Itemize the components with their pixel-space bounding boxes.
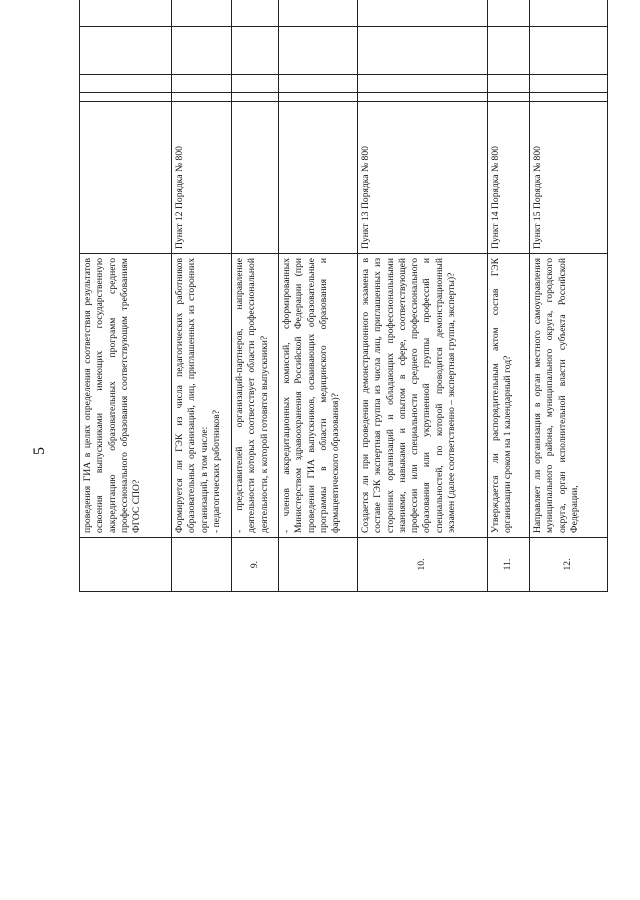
question-text: Формируется ли ГЭК из числа педагогических работников образовательных организаций, лиц, приглашенных из сторонних организаций, в том числе: (174, 258, 210, 533)
answer-cell (80, 0, 171, 27)
question-text: Утверждается ли распорядительным актом состав ГЭК организации сроком на 1 календарный год? (490, 258, 514, 533)
row-number: 10. (358, 538, 487, 592)
page-number: 5 (31, 447, 48, 455)
question-text: Направляет ли организация в орган местного самоуправления муниципального района, муниципального округа, городского округа, орган исполнительной власти субъекта Российской Федерации, (532, 258, 580, 533)
table-row (232, 0, 279, 592)
answer-cell (488, 0, 529, 27)
answer-cell (488, 75, 529, 93)
answer-cell (172, 27, 231, 75)
answer-cell (488, 27, 529, 75)
answer-cell (80, 93, 171, 102)
question-text: - представителей организаций-партнеров, направление деятельности которых соответствует области профессиональной деятельности, к которой готовятся выпускники? (234, 258, 270, 533)
question-cell (279, 254, 357, 538)
answer-cell (488, 93, 529, 102)
answer-cell (530, 93, 607, 102)
answer-cell (172, 0, 231, 27)
answer-cell (530, 0, 607, 27)
answer-cell (172, 93, 231, 102)
table-row (79, 0, 172, 592)
question-cell (530, 254, 607, 538)
answer-cell (279, 27, 357, 75)
row-number (80, 538, 171, 592)
reference-cell (232, 102, 278, 254)
question-subitem: - педагогических работников? (210, 410, 222, 533)
row-number: 11. (488, 538, 529, 592)
table-row (279, 0, 358, 592)
question-text: - членов аккредитационных комиссий, сформированных Министерством здравоохранения Российской Федерации (при проведении ГИА выпускников, осваивающих образовательные программы в области медицинского образования и фармацевтического образования)? (281, 258, 342, 533)
answer-cell (358, 27, 487, 75)
question-cell (232, 254, 278, 538)
question-cell (488, 254, 529, 538)
answer-cell (80, 27, 171, 75)
answer-cell (358, 0, 487, 27)
answer-cell (530, 27, 607, 75)
answer-cell (232, 93, 278, 102)
answer-cell (358, 93, 487, 102)
reference-cell: Пункт 14 Порядка № 800 (488, 102, 529, 254)
table-row (358, 0, 488, 592)
reference-cell (279, 102, 357, 254)
answer-cell (232, 0, 278, 27)
row-number: 12. (530, 538, 607, 592)
table-row (172, 0, 232, 592)
question-cell (80, 254, 171, 538)
row-number (279, 538, 357, 592)
answer-cell (530, 75, 607, 93)
question-text: Создается ли при проведении демонстрационного экзамена в составе ГЭК экспертная группа из числа лиц, приглашенных из сторонних организаций и обладающих профессиональными знаниями, навыками и опытом в сфере, соответствующей профессии или специальности среднего профессионального образования или укрупненной группы профессий и специальностей, по которой проводится демонстрационный экзамен (далее соответственно – экспертная группа, эксперты)? (360, 258, 458, 533)
reference-cell (80, 102, 171, 254)
answer-cell (279, 0, 357, 27)
reference-cell: Пункт 15 Порядка № 800 (530, 102, 607, 254)
row-number (172, 538, 231, 592)
answer-cell (358, 75, 487, 93)
table-row (530, 0, 608, 592)
question-cell (358, 254, 487, 538)
reference-cell: Пункт 13 Порядка № 800 (358, 102, 487, 254)
answer-cell (80, 75, 171, 93)
checklist-table-wrapper (79, 63, 608, 854)
question-text: проведения ГИА в целях определения соответствия результатов освоения выпускниками имеющих государственную аккредитацию образовательных программ среднего профессионального образования соответствующим требованиям ФГОС СПО? (82, 258, 143, 533)
answer-cell (279, 93, 357, 102)
table-row (488, 0, 530, 592)
answer-cell (232, 75, 278, 93)
answer-cell (172, 75, 231, 93)
question-cell (172, 254, 231, 538)
answer-cell (232, 27, 278, 75)
checklist-table (79, 0, 608, 592)
row-number: 9. (232, 538, 278, 592)
reference-cell: Пункт 12 Порядка № 800 (172, 102, 231, 254)
answer-cell (279, 75, 357, 93)
